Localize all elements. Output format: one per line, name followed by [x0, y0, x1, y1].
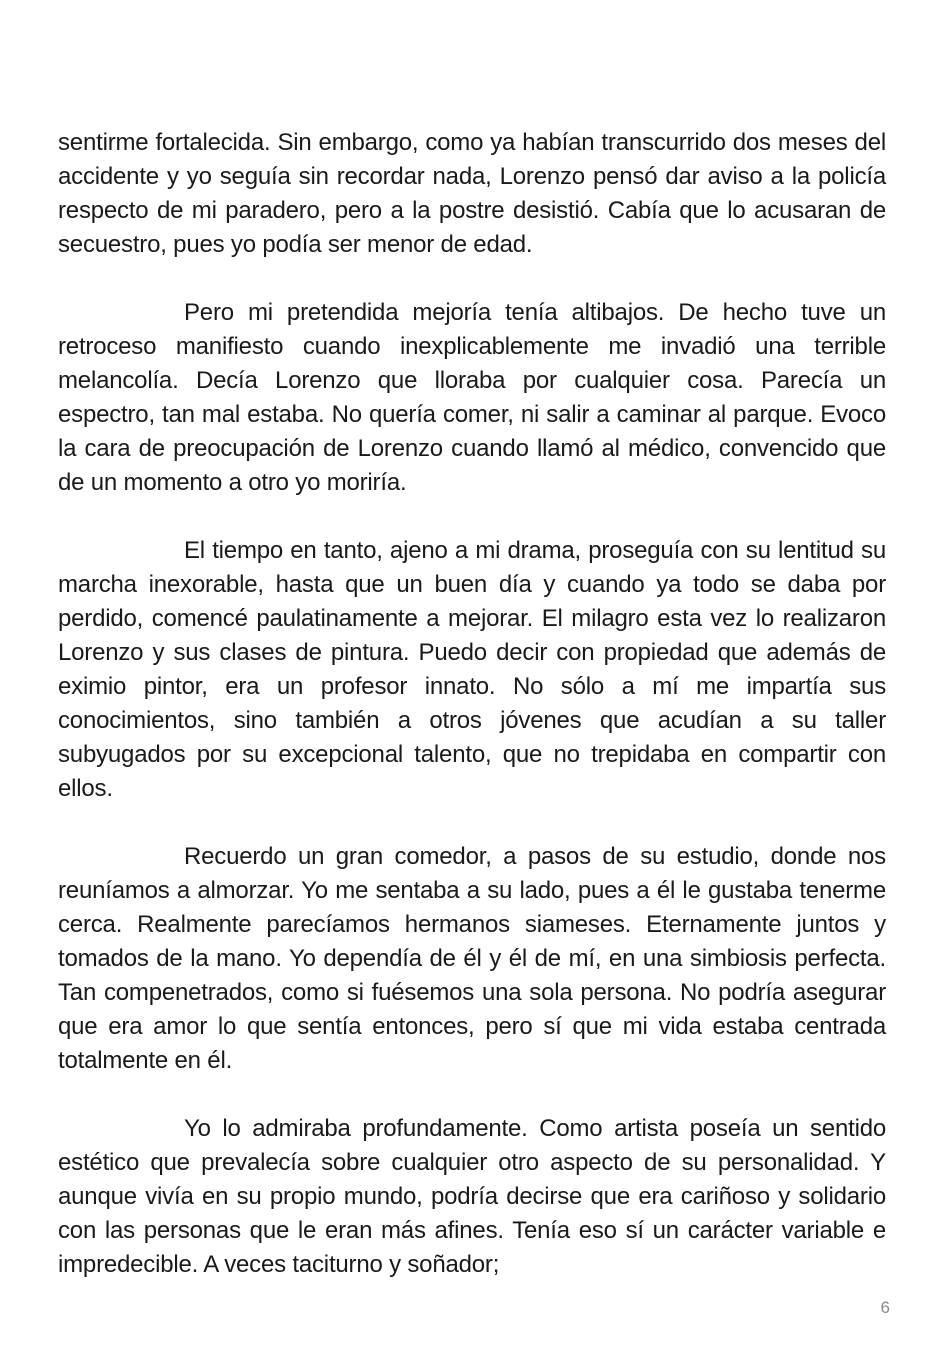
paragraph-4: Recuerdo un gran comedor, a pasos de su estudio, donde nos reuníamos a almorzar. Yo me sentaba a su lado, pues a él le gustaba tenerme cerca. Realmente parecíamos hermanos siameses. Eternamente juntos y tomados de la mano. Yo dependía de él y él de mí, en una simbiosis perfecta. Tan compenetrados, como si fuésemos una sola persona. No podría asegurar que era amor lo que sentía entonces, pero sí que mi vida estaba centrada totalmente en él.: [58, 843, 886, 1074]
paragraph-3: El tiempo en tanto, ajeno a mi drama, proseguía con su lentitud su marcha inexorable, hasta que un buen día y cuando ya todo se daba por perdido, comencé paulatinamente a mejorar. El milagro esta vez lo realizaron Lorenzo y sus clases de pintura. Puedo decir con propiedad que además de eximio pintor, era un profesor innato. No sólo a mí me impartía sus conocimientos, sino también a otros jóvenes que acudían a su taller subyugados por su excepcional talento, que no trepidaba en compartir con ellos.: [58, 537, 886, 802]
paragraph-2: Pero mi pretendida mejoría tenía altibajos. De hecho tuve un retroceso manifiesto cuando inexplicablemente me invadió una terrible melancolía. Decía Lorenzo que lloraba por cualquier cosa. Parecía un espectro, tan mal estaba. No quería comer, ni salir a caminar al parque. Evoco la cara de preocupación de Lorenzo cuando llamó al médico, convencido que de un momento a otro yo moriría.: [58, 299, 886, 496]
page-number: 6: [880, 1298, 890, 1317]
body-text: [58, 126, 886, 1282]
paragraph-1: sentirme fortalecida. Sin embargo, como ya habían transcurrido dos meses del accidente y yo seguía sin recordar nada, Lorenzo pensó dar aviso a la policía respecto de mi paradero, pero a la postre desistió. Cabía que lo acusaran de secuestro, pues yo podía ser menor de edad.: [58, 129, 886, 258]
paragraph-5: Yo lo admiraba profundamente. Como artista poseía un sentido estético que prevalecía sobre cualquier otro aspecto de su personalidad. Y aunque vivía en su propio mundo, podría decirse que era cariñoso y solidario con las personas que le eran más afines. Tenía eso sí un carácter variable e impredecible. A veces taciturno y soñador;: [58, 1115, 886, 1278]
